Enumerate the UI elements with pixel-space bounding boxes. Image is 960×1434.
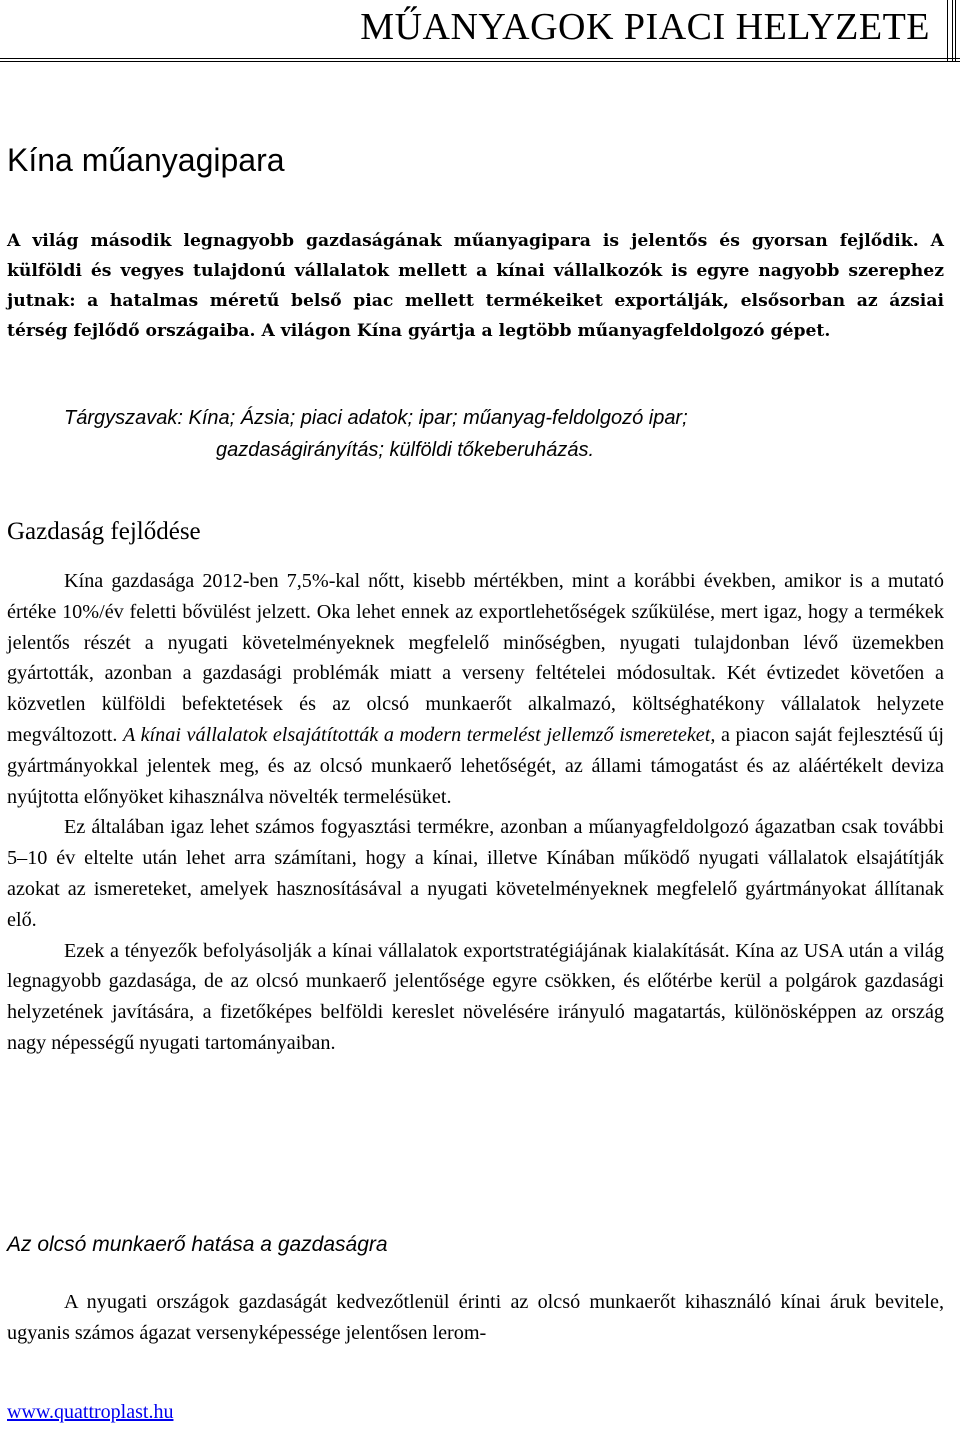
section-body-economy <box>7 566 944 1059</box>
paragraph-text: Kína gazdasága 2012-ben 7,5%-kal nőtt, kisebb mértékben, mint a korábbi években, amikor is a mutató értéke 10%/év feletti bővülést jelzett. Oka lehet ennek az exportlehetőségek szűkülése, mert igaz, hogy a termékek jelentős részét a nyugati követelményeknek megfelelő minőségben, nyugati tulajdonban lévő üzemekben gyártották, azonban a gazdasági problémák miatt a verseny feltételei módosultak. Két évtizedet követően a közvetlen külföldi befektetések és az olcsó munkaerőt alkalmazó, költséghatékony vállalatok helyzete megváltozott. <box>7 570 944 746</box>
paragraph: A nyugati országok gazdaságát kedvezőtlenül érinti az olcsó munkaerőt kihasználó kínai áruk bevitele, ugyanis számos ágazat versenyképessége jelentősen lerom- <box>7 1291 944 1344</box>
header-rule-vertical <box>952 0 956 62</box>
article-title: Kína műanyagipara <box>7 142 285 178</box>
header-rule <box>0 58 960 62</box>
paragraph-text: a piacon saját fejlesztésű új gyártmányokkal jelentek meg, és az olcsó munkaerő lehetőségét, az állami támogatást és az aláértékelt deviza nyújtotta előnyöket kihasználva növelték termelésüket. <box>7 723 944 808</box>
footer-website-link[interactable]: www.quattroplast.hu <box>7 1401 174 1423</box>
header-rule-vertical-inner <box>947 0 948 62</box>
section-heading-economy: Gazdaság fejlődése <box>7 518 201 545</box>
section-body-labor <box>7 1287 944 1349</box>
keywords-line-2: gazdaságirányítás; külföldi tőkeberuházás. <box>216 439 595 461</box>
keywords-line-1: Tárgyszavak: Kína; Ázsia; piaci adatok; ipar; műanyag-feldolgozó ipar; <box>64 407 688 429</box>
article-lead: A világ második legnagyobb gazdaságának műanyagipara is jelentős és gyorsan fejlődik. A külföldi és vegyes tulajdonú vállalatok mellett a kínai vállalkozók is egyre nagyobb szerephez jutnak: a hatalmas méretű belső piac mellett termékeiket exportálják, elsősorban az ázsiai térség fejlődő országaiba. A világon Kína gyártja a legtöbb műanyagfeldolgozó gépet. <box>7 231 944 341</box>
section-heading-labor: Az olcsó munkaerő hatása a gazdaságra <box>7 1233 388 1256</box>
paragraph-emphasis: A kínai vállalatok elsajátították a modern termelést jellemző ismereteket, <box>123 723 716 746</box>
header-title: MŰANYAGOK PIACI HELYZETE <box>360 6 930 48</box>
keywords <box>64 402 944 466</box>
paragraph: Ezek a tényezők befolyásolják a kínai vállalatok exportstratégiájának kialakítását. Kína az USA után a világ legnagyobb gazdasága, de az olcsó munkaerő jelentősége egyre csökken, és előtérbe kerül a polgárok gazdasági helyzetének javítására, a fizetőképes belföldi kereslet növelésére irányuló magatartás, különösképpen az ország nagy népességű nyugati tartományaiban. <box>7 939 944 1054</box>
paragraph <box>7 566 944 812</box>
paragraph: Ez általában igaz lehet számos fogyasztási termékre, azonban a műanyagfeldolgozó ágazatban csak további 5–10 év eltelte után lehet arra számítani, hogy a kínai, illetve Kínában működő nyugati vállalatok elsajátítják azokat az ismereteket, amelyek hasznosításával a nyugati követelményeknek megfelelő gyártmányokat állítanak elő. <box>7 816 944 931</box>
page-header <box>0 0 960 70</box>
